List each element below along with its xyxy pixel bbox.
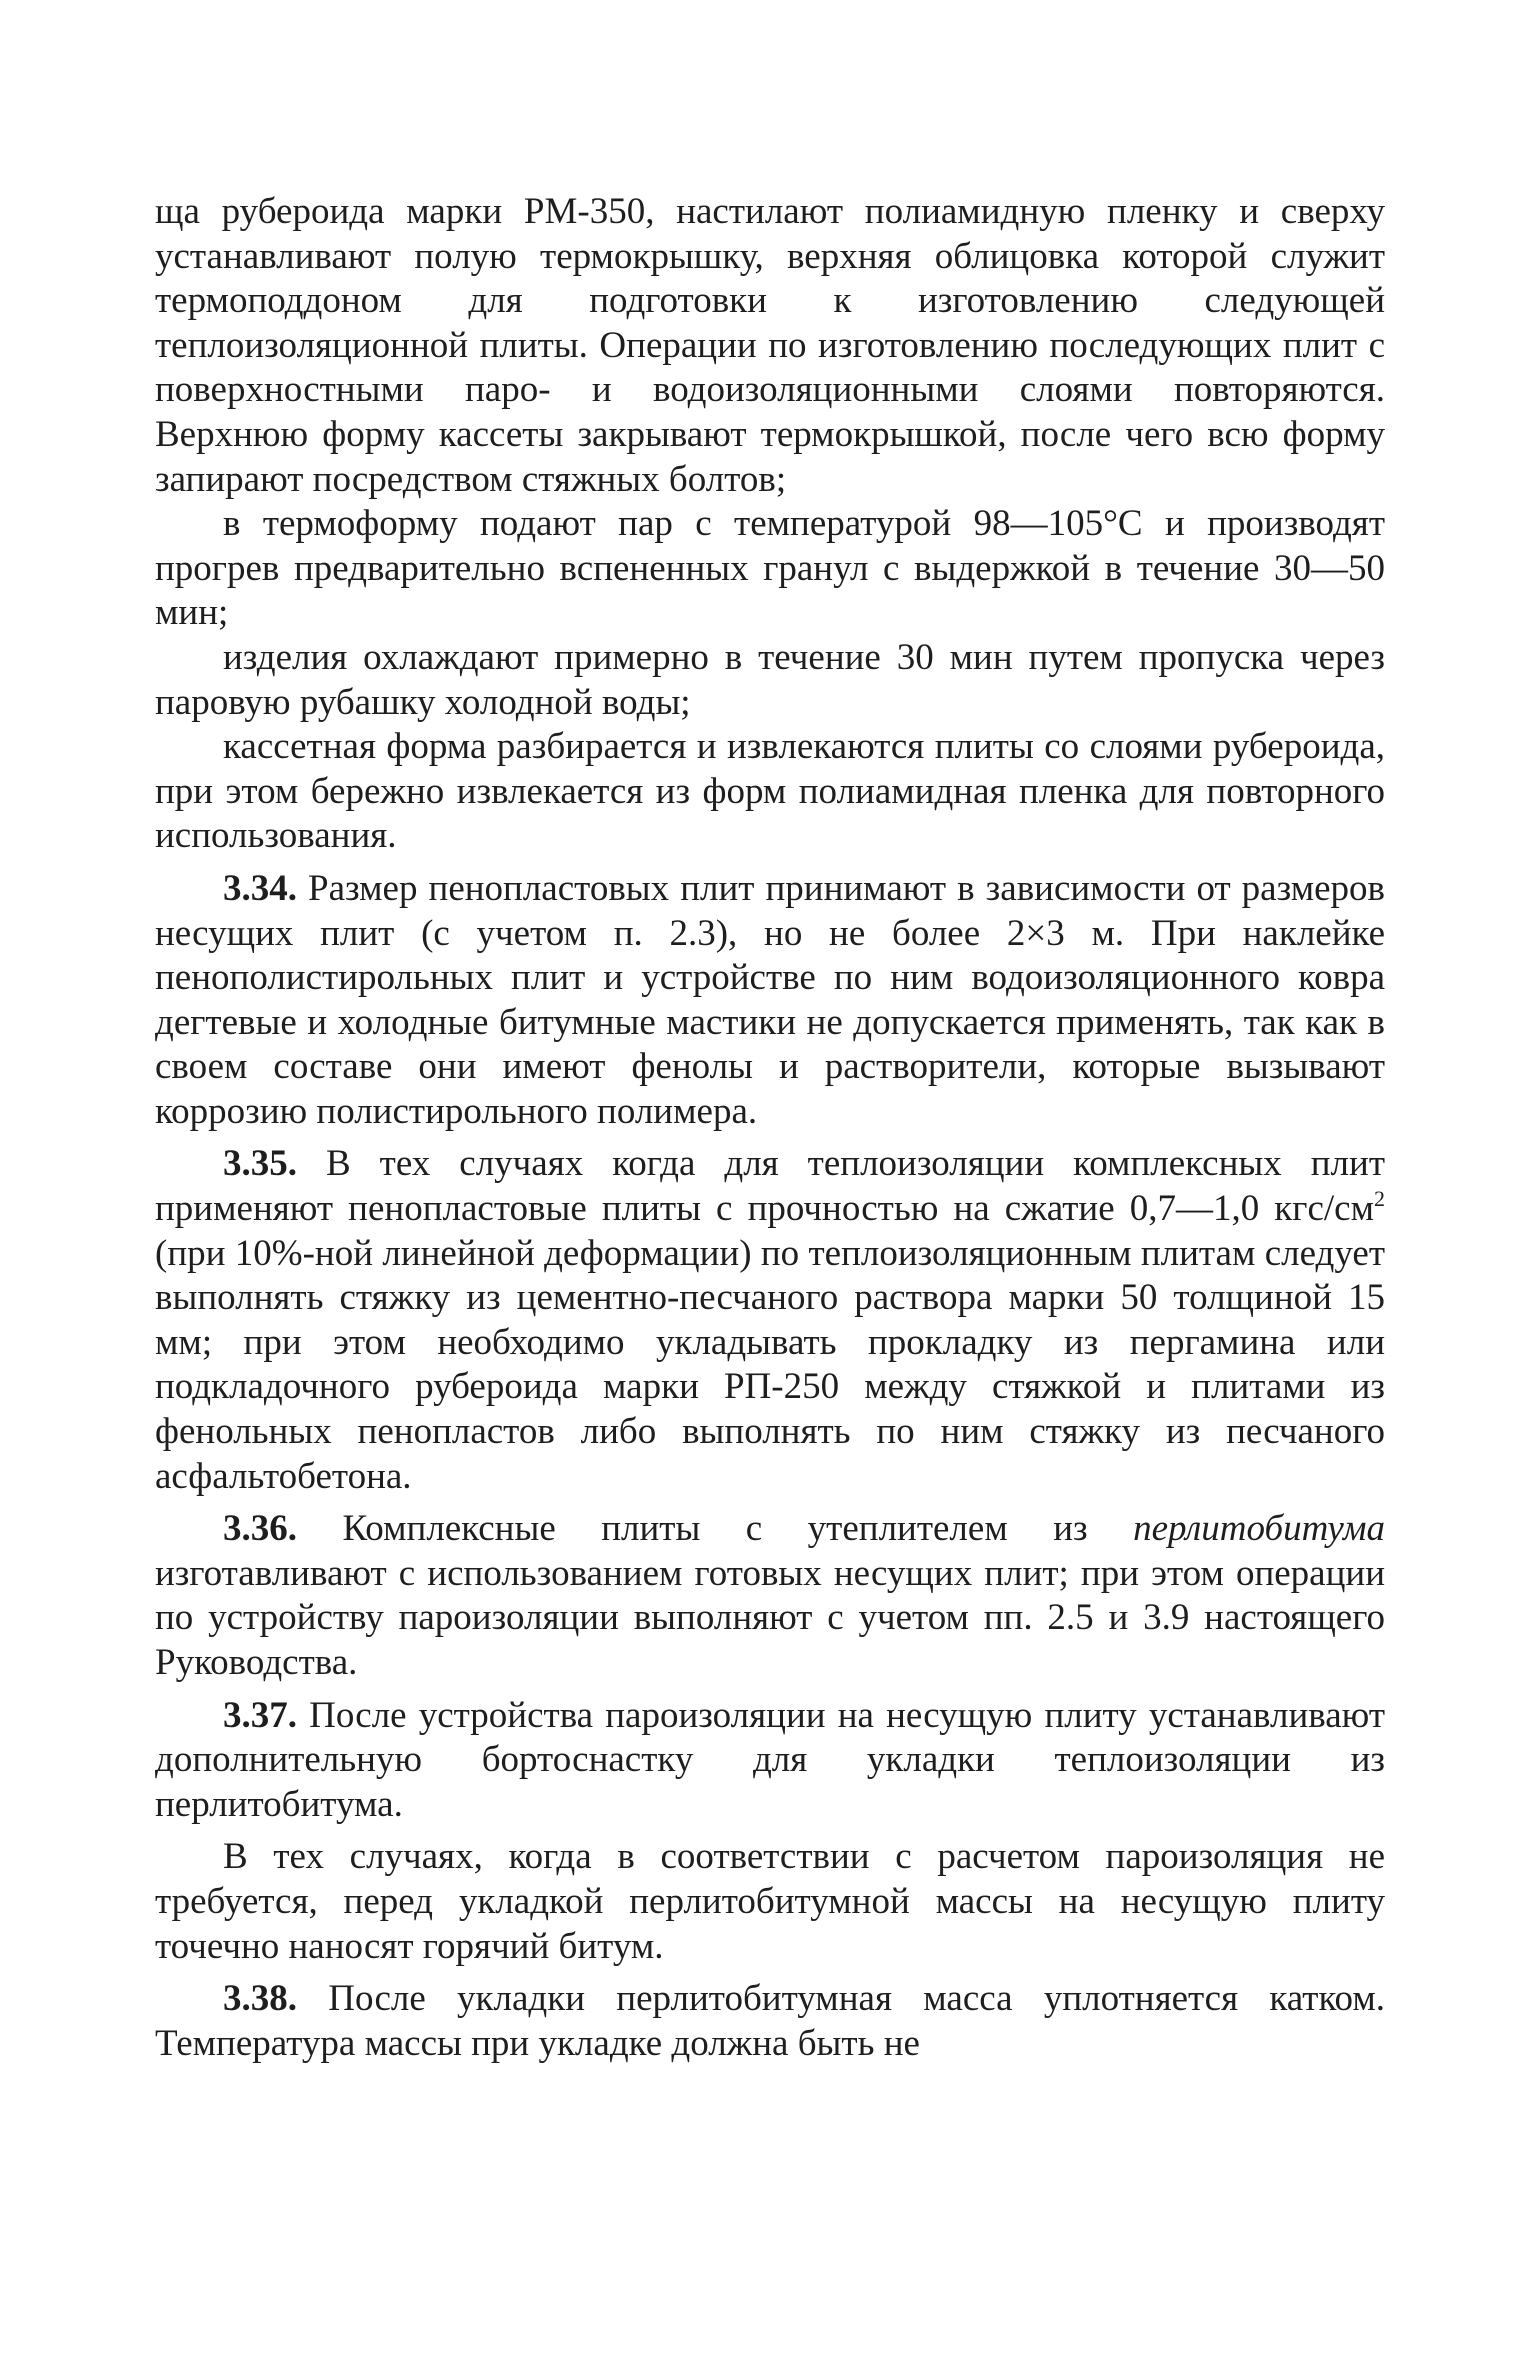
section-number: 3.34. xyxy=(223,867,297,909)
section-number: 3.38. xyxy=(223,1978,297,2020)
paragraph-text: изготавливают с использованием готовых несущих плит; при этом операции по устройству пароизоляции выполняют с учетом пп. 2.5 и 3.9 настоящего Руководства. xyxy=(155,1552,1385,1683)
paragraph-disassembly xyxy=(155,725,1385,859)
paragraph-3-34 xyxy=(155,867,1385,1135)
paragraph-steam-heating xyxy=(155,502,1385,636)
superscript: 2 xyxy=(1374,1186,1385,1212)
paragraph-3-38 xyxy=(155,1977,1385,2066)
paragraph-text: После укладки перлитобитумная масса уплотняется катком. Температура массы при укладке должна быть не xyxy=(155,1978,1385,2064)
italic-term: перлитобитума xyxy=(1133,1508,1385,1550)
paragraph-text: В тех случаях когда для теплоизоляции комплексных плит применяют пенопластовые плиты с прочностью на сжатие 0,7—1,0 кгс/см xyxy=(155,1143,1385,1230)
paragraph-3-37 xyxy=(155,1694,1385,1828)
paragraph-text: изделия охлаждают примерно в течение 30 мин путем пропуска через паровую рубашку холодной воды; xyxy=(155,636,1385,723)
section-number: 3.36. xyxy=(223,1508,297,1550)
paragraph-3-35 xyxy=(155,1142,1385,1499)
paragraph-3-36 xyxy=(155,1507,1385,1685)
section-number: 3.35. xyxy=(223,1143,297,1185)
paragraph-text: В тех случаях, когда в соответствии с расчетом пароизоляция не требуется, перед укладкой перлитобитумной массы на несущую плиту точечно наносят горячий битум. xyxy=(155,1836,1385,1967)
paragraph-text: Комплексные плиты с утеплителем из xyxy=(342,1508,1134,1550)
paragraph-hot-bitumen xyxy=(155,1835,1385,1969)
paragraph-text: После устройства пароизоляции на несущую плиту устанавливают дополнительную бортоснастку для укладки теплоизоляции из перлитобитума. xyxy=(155,1694,1385,1825)
paragraph-text: в термоформу подают пар с температурой 98—105°С и производят прогрев предварительно вспененных гранул с выдержкой в течение 30—50 мин; xyxy=(155,503,1385,634)
paragraph-continuation xyxy=(155,190,1385,502)
paragraph-text: кассетная форма разбирается и извлекаются плиты со слоями рубероида, при этом бережно извлекается из форм полиамидная пленка для повторного использования. xyxy=(155,726,1385,857)
paragraph-cooling xyxy=(155,636,1385,725)
section-number: 3.37. xyxy=(223,1694,297,1736)
paragraph-text: Размер пенопластовых плит принимают в зависимости от размеров несущих плит (с учетом п. 2.3), но не более 2×3 м. При наклейке пенополистирольных плит и устройстве по ним водоизоляционного ковра дегтевые и холодные битумные мастики не допускается применять, так как в своем составе они имеют фенолы и растворители, которые вызывают коррозию полистирольного полимера. xyxy=(155,867,1385,1132)
document-page xyxy=(155,190,1385,2066)
paragraph-text: (при 10%-ной линейной деформации) по теплоизоляционным плитам следует выполнять стяжку из цементно-песчаного раствора марки 50 толщиной 15 мм; при этом необходимо укладывать прокладку из пергамина или подкладочного рубероида марки РП-250 между стяжкой и плитами из фенольных пенопластов либо выполнять по ним стяжку из песчаного асфальтобетона. xyxy=(155,1232,1385,1497)
paragraph-text: ща рубероида марки РМ-350, настилают полиамидную пленку и сверху устанавливают полую термокрышку, верхняя облицовка которой служит термоподдоном для подготовки к изготовлению следующей теплоизоляционной плиты. Операции по изготовлению последующих плит с поверхностными паро- и водоизоляционными слоями повторяются. Верхнюю форму кассеты закрывают термокрышкой, после чего всю форму запирают посредством стяжных болтов; xyxy=(155,191,1385,500)
